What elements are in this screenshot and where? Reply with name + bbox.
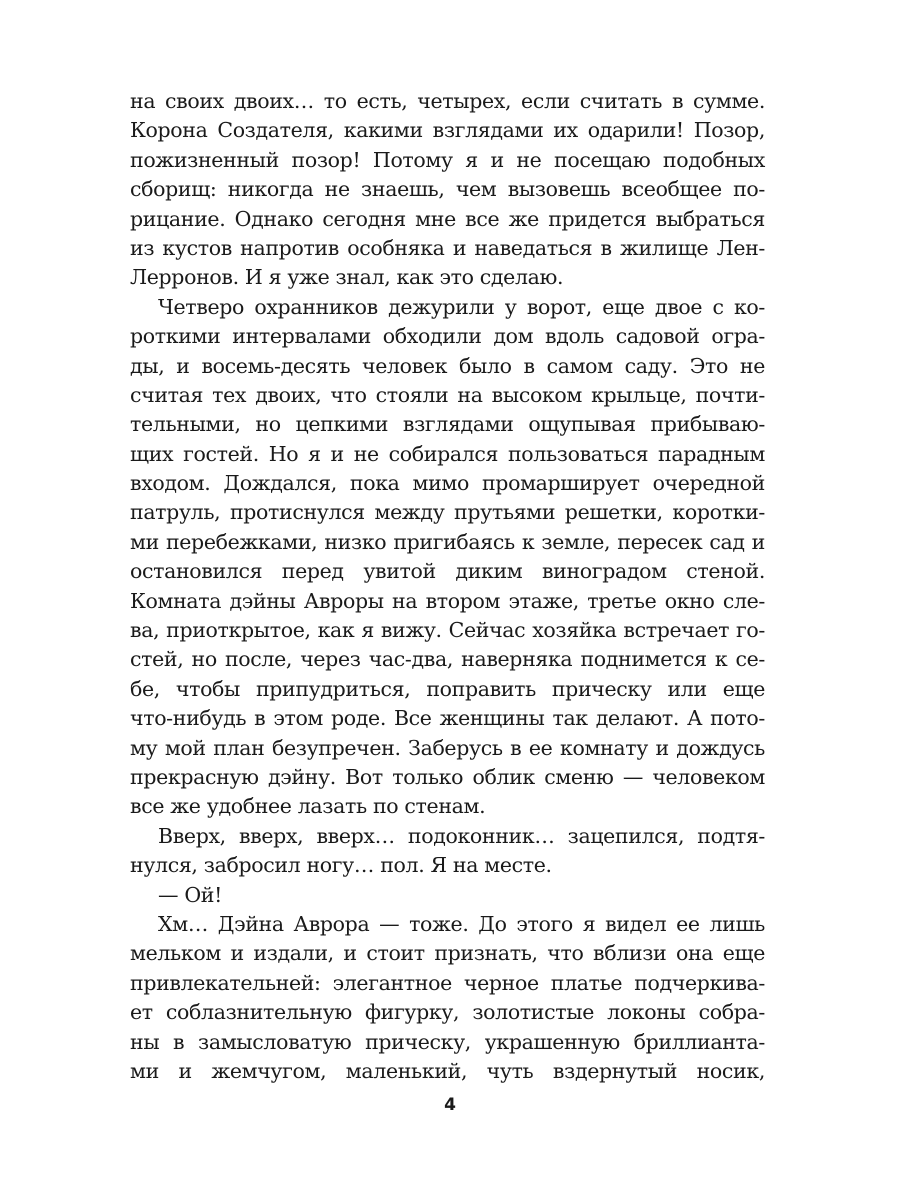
text-line: Корона Создателя, какими взглядами их одарили! Позор, <box>130 118 765 143</box>
text-line: щих гостей. Но я и не собирался пользоваться парадным <box>130 441 765 466</box>
paragraph-start-line: Вверх, вверх, вверх… подоконник… зацепился, подтя- <box>158 823 765 848</box>
text-line: пожизненный позор! Потому я и не посещаю подобных <box>130 147 765 172</box>
text-line: из кустов напротив особняка и наведаться в жилище Лен- <box>130 235 765 260</box>
paragraph-start-line: Четверо охранников дежурили у ворот, еще двое с ко- <box>158 294 765 319</box>
text-line: тельными, но цепкими взглядами ощупывая прибываю- <box>130 412 765 437</box>
text-line: патруль, протиснулся между прутьями решетки, коротки- <box>130 500 765 525</box>
page-number: 4 <box>444 1095 456 1115</box>
text-line: входом. Дождался, пока мимо промаршируeт очередной <box>130 471 765 496</box>
text-line: Лерронов. И я уже знал, как это сделаю. <box>130 265 564 290</box>
text-line: ны в замысловатую прическу, украшенную бриллианта- <box>130 1029 765 1054</box>
text-line: стей, но после, через час-два, наверняка поднимется к се- <box>130 647 765 672</box>
text-line: мельком и издали, и стоит признать, что вблизи она еще <box>130 941 765 966</box>
text-line: Комната дэйны Авроры на втором этаже, третье окно сле- <box>130 588 765 613</box>
text-line: нулся, забросил ногу… пол. Я на месте. <box>130 853 552 878</box>
paragraph-start-line: Хм… Дэйна Аврора — тоже. До этого я видел ее лишь <box>158 911 765 936</box>
text-line: бе, чтобы припудриться, поправить прическу или еще <box>130 676 765 701</box>
text-line: роткими интервалами обходили дом вдоль садовой огра- <box>130 324 765 349</box>
text-line: му мой план безупречен. Заберусь в ее комнату и дождусь <box>130 735 765 760</box>
text-line: рицание. Однако сегодня мне все же придется выбраться <box>130 206 765 231</box>
text-line: на своих двоих… то есть, четырех, если считать в сумме. <box>130 89 765 113</box>
text-line: сборищ: никогда не знаешь, чем вызовешь всеобщее по- <box>130 177 765 202</box>
text-line: ми перебежками, низко пригибаясь к земле, пересек сад и <box>130 529 765 554</box>
text-line: ды, и восемь-десять человек было в самом саду. Это не <box>130 353 765 378</box>
text-line: ми и жемчугом, маленький, чуть вздернутый носик, <box>130 1058 765 1083</box>
text-line: считая тех двоих, что стояли на высоком крыльце, почти- <box>130 382 765 407</box>
text-line: привлекательней: элегантное черное платье подчеркива- <box>130 970 765 995</box>
text-line: ет соблазнительную фигурку, золотистые локоны собра- <box>130 1000 765 1025</box>
book-page-text <box>130 87 765 1086</box>
text-line: что-нибудь в этом роде. Все женщины так делают. А пото- <box>130 706 765 731</box>
text-line: ва, приоткрытое, как я вижу. Сейчас хозяйка встречает го- <box>130 618 765 643</box>
dialogue-line: — Ой! <box>158 882 222 907</box>
text-line: все же удобнее лазать по стенам. <box>130 794 486 819</box>
text-line: прекрасную дэйну. Вот только облик сменю — человеком <box>130 764 765 789</box>
text-line: остановился перед увитой диким виноградом стеной. <box>130 559 765 584</box>
